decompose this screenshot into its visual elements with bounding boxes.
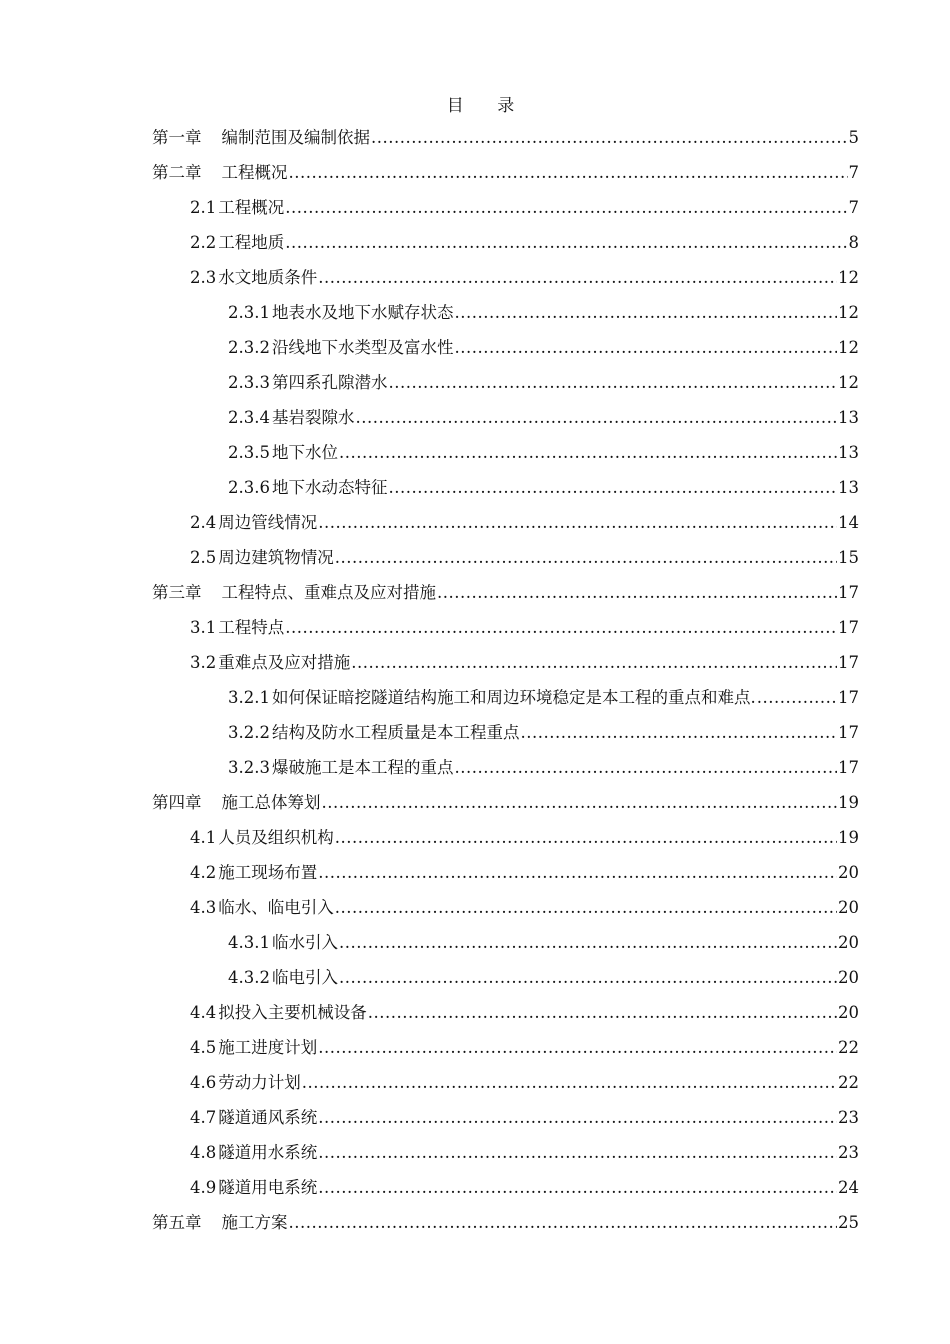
toc-entry-label [190,190,284,225]
toc-entry[interactable] [152,190,859,225]
dot-leader [322,785,838,820]
toc-entry-number: 4.4 [190,1003,217,1022]
toc-entry-label [190,610,284,645]
toc-entry-page-number: 20 [838,968,859,987]
toc-entry-label [190,260,317,295]
dot-leader [318,1030,837,1065]
toc-entry[interactable] [152,715,859,750]
toc-entry-number: 4.7 [190,1108,217,1127]
dot-leader [285,610,837,645]
toc-entry-number: 第三章 [152,583,202,602]
dot-leader [285,190,847,225]
toc-entry-label [228,715,519,750]
toc-entry-number: 2.5 [190,548,217,567]
toc-entry-label [228,960,338,995]
toc-entry-label [190,1065,301,1100]
toc-entry-label [228,925,338,960]
dot-leader [339,960,837,995]
toc-entry-number: 3.2 [190,653,217,672]
toc-entry-number: 4.3.2 [228,968,270,987]
toc-entry-title: 爆破施工是本工程的重点 [271,758,454,777]
toc-entry-page-number: 20 [838,933,859,952]
toc-entry-number: 4.5 [190,1038,217,1057]
toc-entry[interactable] [152,680,859,715]
toc-entry-page-number: 13 [838,478,859,497]
toc-entry-title: 临水、临电引入 [218,898,334,917]
toc-entry-page-number: 13 [838,443,859,462]
toc-entry-title: 临水引入 [271,933,338,952]
dot-leader [318,1100,837,1135]
toc-entry-page-number: 22 [838,1073,859,1092]
toc-entry-title: 周边建筑物情况 [218,548,334,567]
toc-entry-label [190,820,334,855]
toc-entry[interactable] [152,1135,859,1170]
toc-entry-page-number: 12 [838,303,859,322]
toc-entry-label [152,1205,288,1240]
toc-entry-title: 施工进度计划 [218,1038,318,1057]
toc-entry-title: 施工现场布置 [218,863,318,882]
toc-entry-number: 4.9 [190,1178,217,1197]
toc-entry[interactable] [152,295,859,330]
toc-entry-number: 2.3.5 [228,443,270,462]
toc-entry-label [190,540,334,575]
toc-entry-label [152,575,436,610]
table-of-contents [152,120,859,1240]
toc-entry-title: 地表水及地下水赋存状态 [271,303,454,322]
toc-entry[interactable] [152,1100,859,1135]
toc-entry[interactable] [152,120,859,155]
toc-entry-label [228,680,756,715]
toc-entry-title: 工程概况 [218,198,285,217]
toc-entry-number: 3.2.3 [228,758,270,777]
dot-leader [388,470,837,505]
toc-entry-page-number: 24 [838,1178,859,1197]
dot-leader [454,330,837,365]
dot-leader [757,680,837,715]
toc-entry[interactable] [152,365,859,400]
toc-entry-title: 沿线地下水类型及富水性 [271,338,454,357]
toc-entry-number: 第四章 [152,793,202,812]
toc-entry-number: 第二章 [152,163,202,182]
toc-entry-number: 2.3.6 [228,478,270,497]
toc-entry-label [190,1100,317,1135]
toc-entry-number: 4.8 [190,1143,217,1162]
toc-entry[interactable] [152,400,859,435]
toc-entry-label [228,330,453,365]
dot-leader [371,120,848,155]
dot-leader [351,645,837,680]
toc-entry-number: 4.6 [190,1073,217,1092]
toc-entry-number: 2.1 [190,198,217,217]
toc-entry-number: 4.2 [190,863,217,882]
toc-entry-page-number: 20 [838,863,859,882]
toc-entry-label [228,400,354,435]
toc-entry-label [190,855,317,890]
toc-entry-label [228,295,453,330]
toc-entry-page-number: 23 [838,1143,859,1162]
toc-entry-title: 拟投入主要机械设备 [218,1003,367,1022]
toc-entry[interactable] [152,155,859,190]
toc-entry-page-number: 25 [838,1213,859,1232]
toc-entry[interactable] [152,1170,859,1205]
toc-entry-title: 水文地质条件 [218,268,318,287]
toc-entry[interactable] [152,785,859,820]
dot-leader [318,260,837,295]
toc-entry-title: 施工方案 [221,1213,288,1232]
toc-entry-number: 2.3 [190,268,217,287]
dot-leader [318,1170,837,1205]
toc-entry[interactable] [152,610,859,645]
toc-entry-number: 4.3.1 [228,933,270,952]
toc-entry-page-number: 5 [848,128,859,147]
toc-entry[interactable] [152,855,859,890]
toc-entry-page-number: 23 [838,1108,859,1127]
toc-entry[interactable] [152,1030,859,1065]
toc-entry[interactable] [152,890,859,925]
toc-entry-title: 结构及防水工程质量是本工程重点 [271,723,520,742]
toc-entry-label [152,785,321,820]
toc-entry-page-number: 17 [838,583,859,602]
toc-entry-number: 2.3.2 [228,338,270,357]
toc-entry-page-number: 8 [848,233,859,252]
toc-entry[interactable] [152,260,859,295]
toc-entry-title: 如何保证暗挖隧道结构施工和周边环境稳定是本工程的重点和难点. [271,688,756,707]
dot-leader [368,995,837,1030]
toc-entry[interactable] [152,1205,859,1240]
toc-entry[interactable] [152,960,859,995]
dot-leader [520,715,837,750]
toc-entry-title: 基岩裂隙水 [271,408,355,427]
toc-entry-label [190,505,317,540]
toc-entry-title: 工程地质 [218,233,285,252]
toc-entry-number: 3.2.1 [228,688,270,707]
toc-entry-page-number: 7 [848,198,859,217]
toc-entry-number: 4.1 [190,828,217,847]
toc-entry-page-number: 17 [838,723,859,742]
toc-entry-page-number: 20 [838,1003,859,1022]
toc-entry[interactable] [152,995,859,1030]
toc-entry[interactable] [152,330,859,365]
toc-entry-title: 人员及组织机构 [218,828,334,847]
toc-entry-number: 3.1 [190,618,217,637]
toc-entry-label [190,1135,317,1170]
toc-entry-label [228,750,453,785]
toc-entry[interactable] [152,575,859,610]
dot-leader [339,925,837,960]
toc-entry[interactable] [152,925,859,960]
toc-entry-number: 2.3.3 [228,373,270,392]
dot-leader [388,365,837,400]
toc-title: 目 录 [446,96,529,116]
toc-entry[interactable] [152,820,859,855]
toc-entry[interactable] [152,750,859,785]
toc-entry-label [152,155,288,190]
toc-entry-number: 2.4 [190,513,217,532]
toc-entry-title: 地下水动态特征 [271,478,388,497]
toc-entry-page-number: 17 [838,758,859,777]
toc-entry-page-number: 7 [848,163,859,182]
toc-entry-label [152,120,370,155]
toc-entry-label [228,365,387,400]
toc-entry[interactable] [152,470,859,505]
toc-entry-title: 工程特点、重难点及应对措施 [221,583,436,602]
toc-entry-number: 第一章 [152,128,202,147]
dot-leader [355,400,837,435]
toc-entry-title: 重难点及应对措施 [218,653,351,672]
toc-entry-title: 周边管线情况 [218,513,318,532]
dot-leader [289,155,848,190]
dot-leader [318,855,837,890]
toc-entry[interactable] [152,540,859,575]
toc-entry-label [190,645,350,680]
dot-leader [335,820,837,855]
toc-entry-page-number: 19 [838,793,859,812]
toc-entry-label [228,470,387,505]
dot-leader [335,890,837,925]
dot-leader [339,435,837,470]
dot-leader [302,1065,837,1100]
toc-entry-title: 地下水位 [271,443,338,462]
toc-entry-label [190,1170,317,1205]
toc-entry[interactable] [152,1065,859,1100]
toc-entry-title: 编制范围及编制依据 [221,128,370,147]
toc-entry-page-number: 22 [838,1038,859,1057]
toc-entry-title: 劳动力计划 [218,1073,301,1092]
toc-entry-page-number: 19 [838,828,859,847]
toc-entry-label [190,225,284,260]
toc-entry-page-number: 13 [838,408,859,427]
toc-entry-page-number: 12 [838,373,859,392]
toc-entry-page-number: 17 [838,618,859,637]
toc-entry-page-number: 20 [838,898,859,917]
dot-leader [454,750,837,785]
dot-leader [454,295,837,330]
dot-leader [285,225,847,260]
toc-entry[interactable] [152,435,859,470]
dot-leader [318,505,837,540]
toc-entry-page-number: 17 [838,688,859,707]
toc-entry-title: 工程概况 [221,163,288,182]
toc-entry-page-number: 12 [838,338,859,357]
toc-entry-label [190,890,334,925]
toc-entry-page-number: 12 [838,268,859,287]
toc-entry-label [228,435,338,470]
toc-entry-number: 2.2 [190,233,217,252]
toc-entry[interactable] [152,505,859,540]
toc-entry-title: 施工总体筹划 [221,793,321,812]
toc-entry-title: 隧道通风系统 [218,1108,318,1127]
dot-leader [289,1205,838,1240]
toc-entry-title: 隧道用水系统 [218,1143,318,1162]
dot-leader [318,1135,837,1170]
toc-entry-label [190,995,367,1030]
toc-entry-title: 隧道用电系统 [218,1178,318,1197]
dot-leader [335,540,837,575]
toc-entry[interactable] [152,225,859,260]
toc-entry-title: 工程特点 [218,618,285,637]
toc-entry-label [190,1030,317,1065]
toc-entry-page-number: 15 [838,548,859,567]
toc-entry-number: 2.3.4 [228,408,270,427]
toc-entry-number: 4.3 [190,898,217,917]
toc-entry-page-number: 17 [838,653,859,672]
toc-entry-title: 临电引入 [271,968,338,987]
toc-entry-title: 第四系孔隙潜水 [271,373,388,392]
toc-entry[interactable] [152,645,859,680]
toc-entry-number: 第五章 [152,1213,202,1232]
dot-leader [437,575,837,610]
toc-entry-number: 2.3.1 [228,303,270,322]
toc-entry-number: 3.2.2 [228,723,270,742]
toc-entry-page-number: 14 [838,513,859,532]
